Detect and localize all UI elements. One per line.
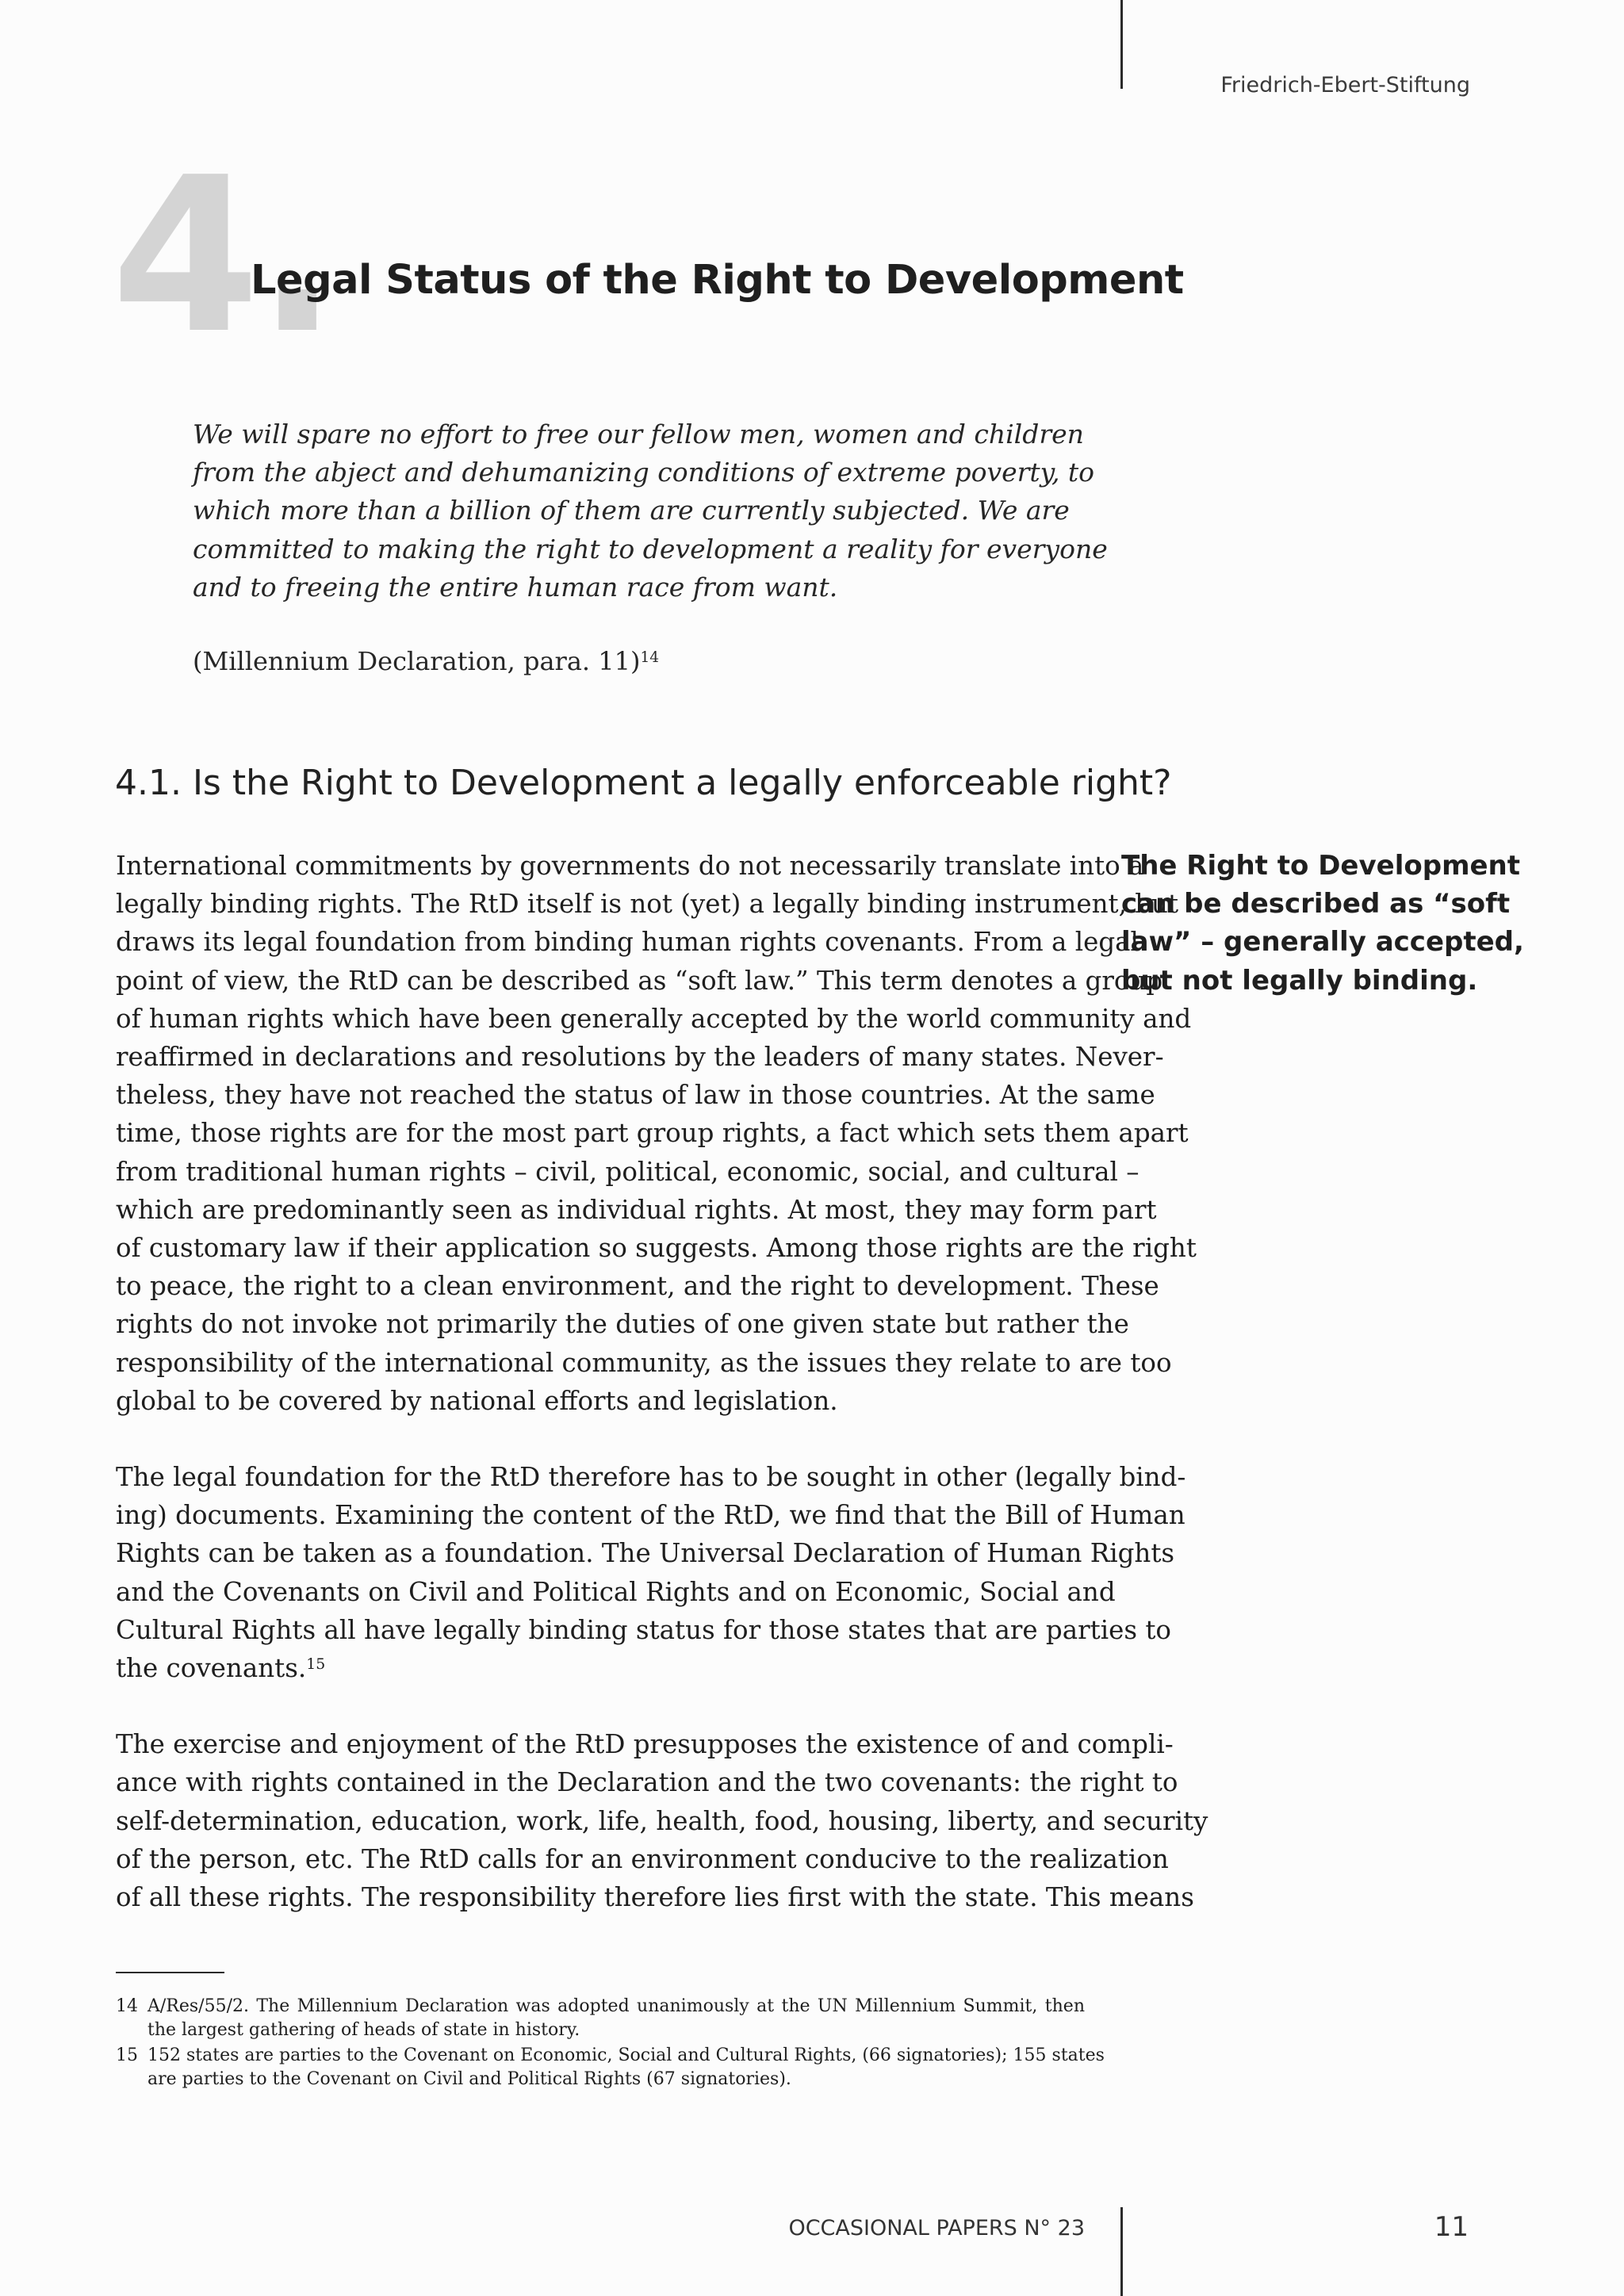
chapter-number: 4. xyxy=(111,131,335,381)
body-text xyxy=(116,847,1208,1954)
text-line: of customary law if their application so suggests. Among those rights are the right xyxy=(116,1233,1197,1264)
text-line: of all these rights. The responsibility therefore lies first with the state. This means xyxy=(116,1882,1194,1913)
text-line: point of view, the RtD can be described as “soft law.” This term denotes a group xyxy=(116,965,1163,996)
text-line: to peace, the right to a clean environment, and the right to development. These xyxy=(116,1271,1159,1302)
text-line: responsibility of the international community, as the issues they relate to are too xyxy=(116,1347,1172,1378)
footnotes xyxy=(116,1995,1105,2093)
text-line: The exercise and enjoyment of the RtD presupposes the existence of and compli- xyxy=(116,1729,1174,1760)
text-line: ing) documents. Examining the content of the RtD, we find that the Bill of Human xyxy=(116,1500,1185,1531)
footnote-ref-14[interactable]: 14 xyxy=(640,649,660,666)
footnote-number: 15 xyxy=(116,2045,138,2065)
text-line: self-determination, education, work, life, health, food, housing, liberty, and security xyxy=(116,1805,1208,1836)
epigraph-line: and to freeing the entire human race from want. xyxy=(193,571,838,603)
text-line: and the Covenants on Civil and Political Rights and on Economic, Social and xyxy=(116,1576,1116,1607)
footnote-line: are parties to the Covenant on Civil and Political Rights (67 signatories). xyxy=(147,2069,791,2089)
text-line: which are predominantly seen as individual rights. At most, they may form part xyxy=(116,1194,1157,1225)
footnote-line: the largest gathering of heads of state in history. xyxy=(147,2020,580,2040)
footnote-line: A/Res/55/2. The Millennium Declaration was adopted unanimously at the UN Millennium Summit, then xyxy=(147,1996,1085,2016)
text-line: theless, they have not reached the status of law in those countries. At the same xyxy=(116,1080,1155,1111)
paragraph-3 xyxy=(116,1725,1208,1916)
text-line: reaffirmed in declarations and resolutions by the leaders of many states. Never- xyxy=(116,1042,1164,1073)
text-line: Rights can be taken as a foundation. The Universal Declaration of Human Rights xyxy=(116,1538,1175,1569)
footnote-15 xyxy=(116,2044,1105,2091)
sidenote-line: law” – generally accepted, xyxy=(1121,926,1524,959)
epigraph-line: We will spare no effort to free our fellow men, women and children xyxy=(193,419,1084,450)
text-line: from traditional human rights – civil, political, economic, social, and cultural – xyxy=(116,1156,1139,1187)
page-number: 11 xyxy=(1434,2211,1469,2243)
text-line: legally binding rights. The RtD itself is not (yet) a legally binding instrument, but xyxy=(116,889,1179,920)
footnote-number: 14 xyxy=(116,1996,138,2016)
epigraph-source-text: (Millennium Declaration, para. 11) xyxy=(193,646,641,677)
epigraph-line: committed to making the right to development a reality for everyone xyxy=(193,533,1108,564)
paragraph-2 xyxy=(116,1458,1186,1687)
text-line xyxy=(116,1649,1085,1687)
header-organization: Friedrich-Ebert-Stiftung xyxy=(1220,73,1470,98)
series-title: OCCASIONAL PAPERS N° 23 xyxy=(788,2216,1085,2241)
text-line: of human rights which have been generally accepted by the world community and xyxy=(116,1003,1192,1034)
sidenote xyxy=(1121,847,1524,1000)
epigraph-line: from the abject and dehumanizing conditions of extreme poverty, to xyxy=(193,457,1095,488)
text-line: rights do not invoke not primarily the duties of one given state but rather the xyxy=(116,1309,1129,1340)
epigraph xyxy=(193,415,1108,677)
sidenote-line: but not legally binding. xyxy=(1121,964,1478,997)
text-line: global to be covered by national efforts and legislation. xyxy=(116,1385,838,1416)
text-line-content: the covenants. xyxy=(116,1653,307,1684)
text-line: ance with rights contained in the Declaration and the two covenants: the right to xyxy=(116,1767,1178,1798)
text-line: International commitments by governments do not necessarily translate into a xyxy=(116,851,1144,881)
text-line: The legal foundation for the RtD therefore has to be sought in other (legally bind- xyxy=(116,1462,1186,1493)
chapter-title: Legal Status of the Right to Development xyxy=(251,257,1184,304)
epigraph-line: which more than a billion of them are currently subjected. We are xyxy=(193,495,1070,526)
footnote-ref-15[interactable]: 15 xyxy=(306,1655,326,1673)
footnote-14 xyxy=(116,1995,1085,2042)
footnote-line: 152 states are parties to the Covenant on Economic, Social and Cultural Rights, (66 signatories); 155 states xyxy=(147,2045,1105,2065)
text-line: Cultural Rights all have legally binding status for those states that are parties to xyxy=(116,1614,1171,1645)
footer-divider xyxy=(1120,2207,1123,2296)
footnote-divider xyxy=(116,1972,224,1973)
paragraph-1 xyxy=(116,847,1197,1420)
section-heading: 4.1. Is the Right to Development a legally enforceable right? xyxy=(115,763,1172,803)
sidenote-line: The Right to Development xyxy=(1121,850,1521,882)
text-line: of the person, etc. The RtD calls for an environment conducive to the realization xyxy=(116,1843,1169,1874)
text-line: draws its legal foundation from binding human rights covenants. From a legal xyxy=(116,927,1139,958)
text-line: time, those rights are for the most part group rights, a fact which sets them apart xyxy=(116,1118,1189,1149)
epigraph-source xyxy=(193,646,1009,676)
sidenote-line: can be described as “soft xyxy=(1121,888,1511,920)
